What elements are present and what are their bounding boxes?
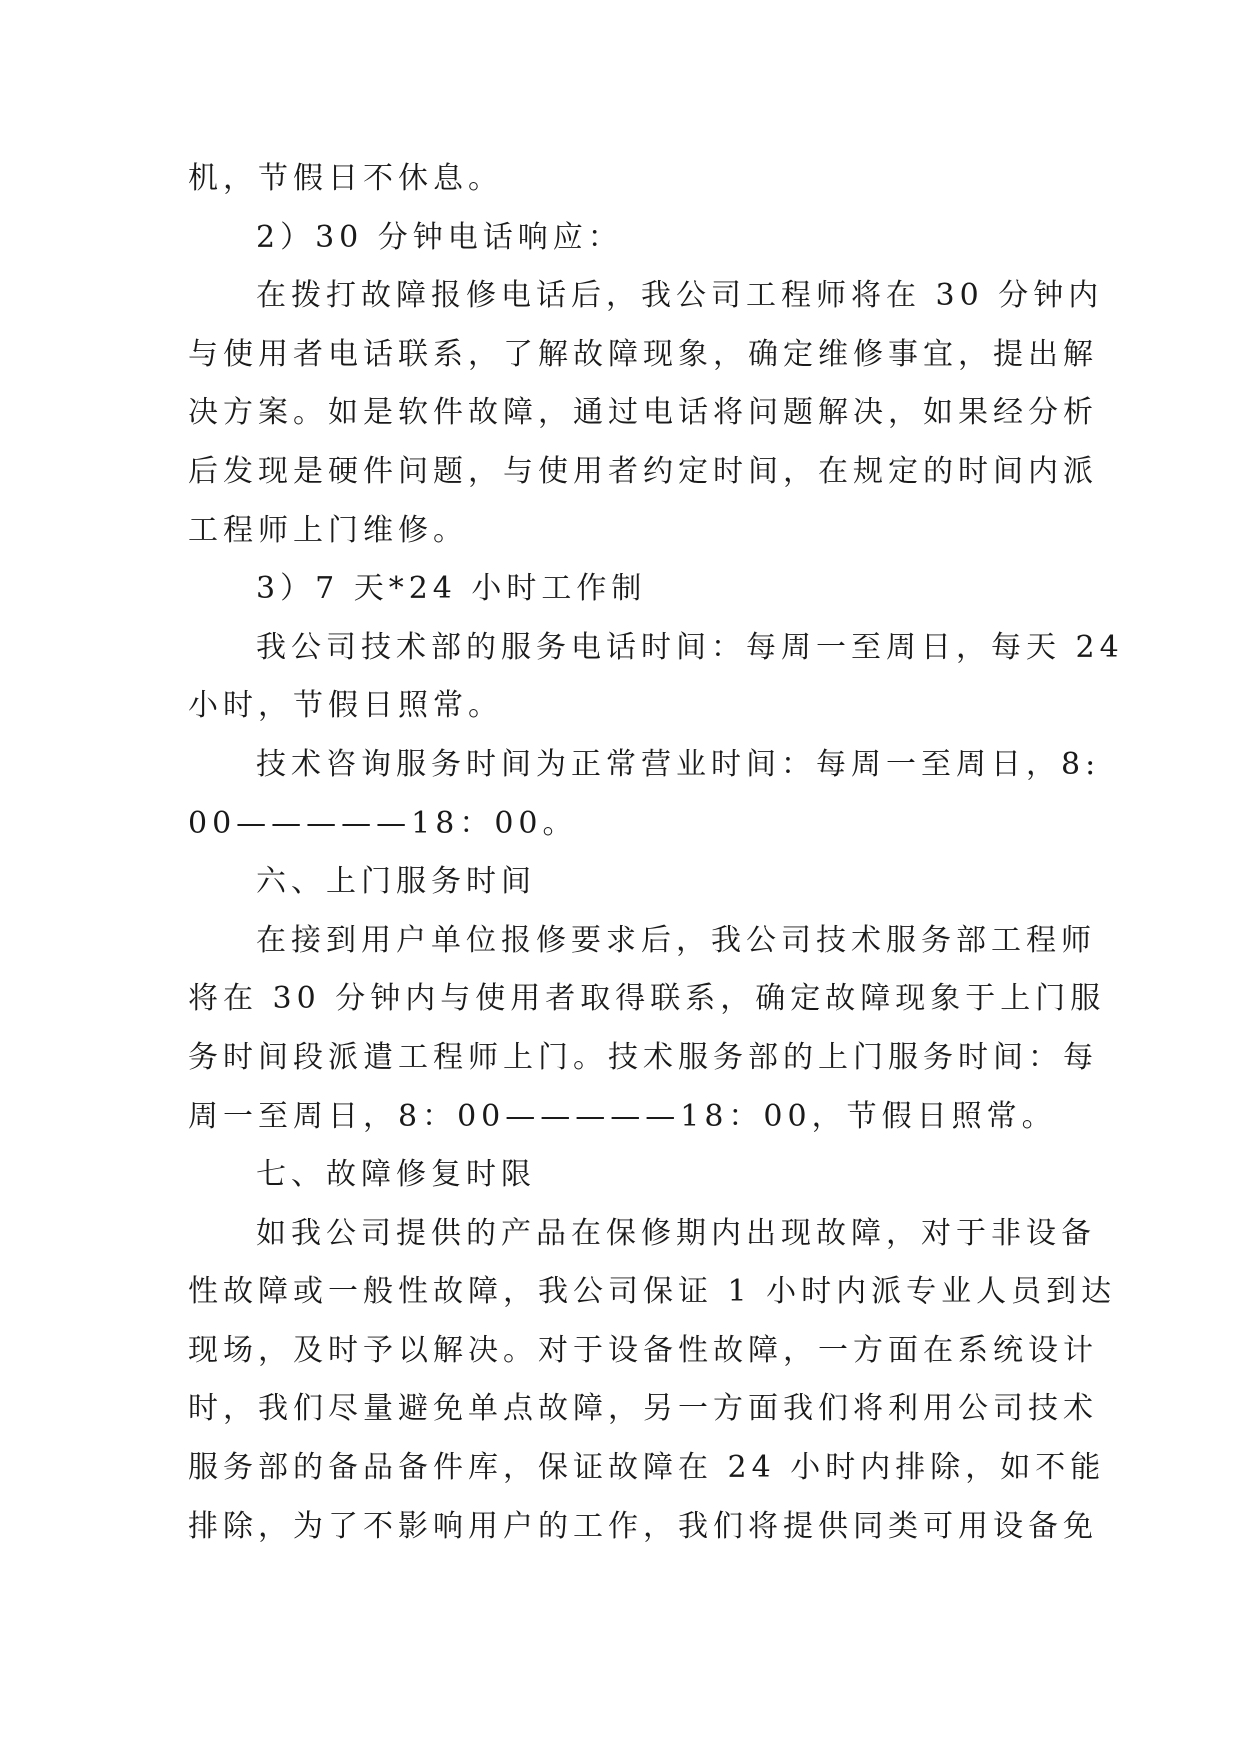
text-line: 在接到用户单位报修要求后，我公司技术服务部工程师	[256, 922, 1096, 958]
text-line: 技术咨询服务时间为正常营业时间：每周一至周日，8:	[256, 746, 1101, 782]
section-heading: 七、故障修复时限	[256, 1157, 536, 1193]
text-line: 将在 30 分钟内与使用者取得联系，确定故障现象于上门服	[188, 981, 1106, 1017]
text-line: 性故障或一般性故障，我公司保证 1 小时内派专业人员到达	[188, 1274, 1117, 1310]
list-item-heading: 3）7 天*24 小时工作制	[256, 571, 647, 607]
text-line: 工程师上门维修。	[188, 512, 468, 548]
text-line: 00—————18：00。	[188, 805, 578, 841]
list-item-heading: 2）30 分钟电话响应：	[256, 219, 623, 255]
text-line: 在拨打故障报修电话后，我公司工程师将在 30 分钟内	[256, 278, 1104, 314]
text-line: 如我公司提供的产品在保修期内出现故障，对于非设备	[256, 1215, 1096, 1251]
text-line: 务时间段派遣工程师上门。技术服务部的上门服务时间：每	[188, 1039, 1098, 1075]
text-line: 时，我们尽量避免单点故障，另一方面我们将利用公司技术	[188, 1391, 1098, 1427]
text-line: 与使用者电话联系，了解故障现象，确定维修事宜，提出解	[188, 336, 1098, 372]
text-line: 现场，及时予以解决。对于设备性故障，一方面在系统设计	[188, 1332, 1098, 1368]
text-line: 决方案。如是软件故障，通过电话将问题解决，如果经分析	[188, 395, 1098, 431]
text-line: 服务部的备品备件库，保证故障在 24 小时内排除，如不能	[188, 1450, 1106, 1486]
text-line: 小时，节假日照常。	[188, 688, 503, 724]
section-heading: 六、上门服务时间	[256, 864, 536, 900]
document-body	[188, 150, 1124, 1556]
text-line: 周一至周日，8：00—————18：00，节假日照常。	[188, 1098, 1057, 1134]
text-line: 机，节假日不休息。	[188, 161, 503, 196]
text-line: 排除，为了不影响用户的工作，我们将提供同类可用设备免	[188, 1508, 1098, 1544]
text-line: 我公司技术部的服务电话时间：每周一至周日，每天 24	[256, 629, 1124, 665]
text-line: 后发现是硬件问题，与使用者约定时间，在规定的时间内派	[188, 453, 1098, 489]
